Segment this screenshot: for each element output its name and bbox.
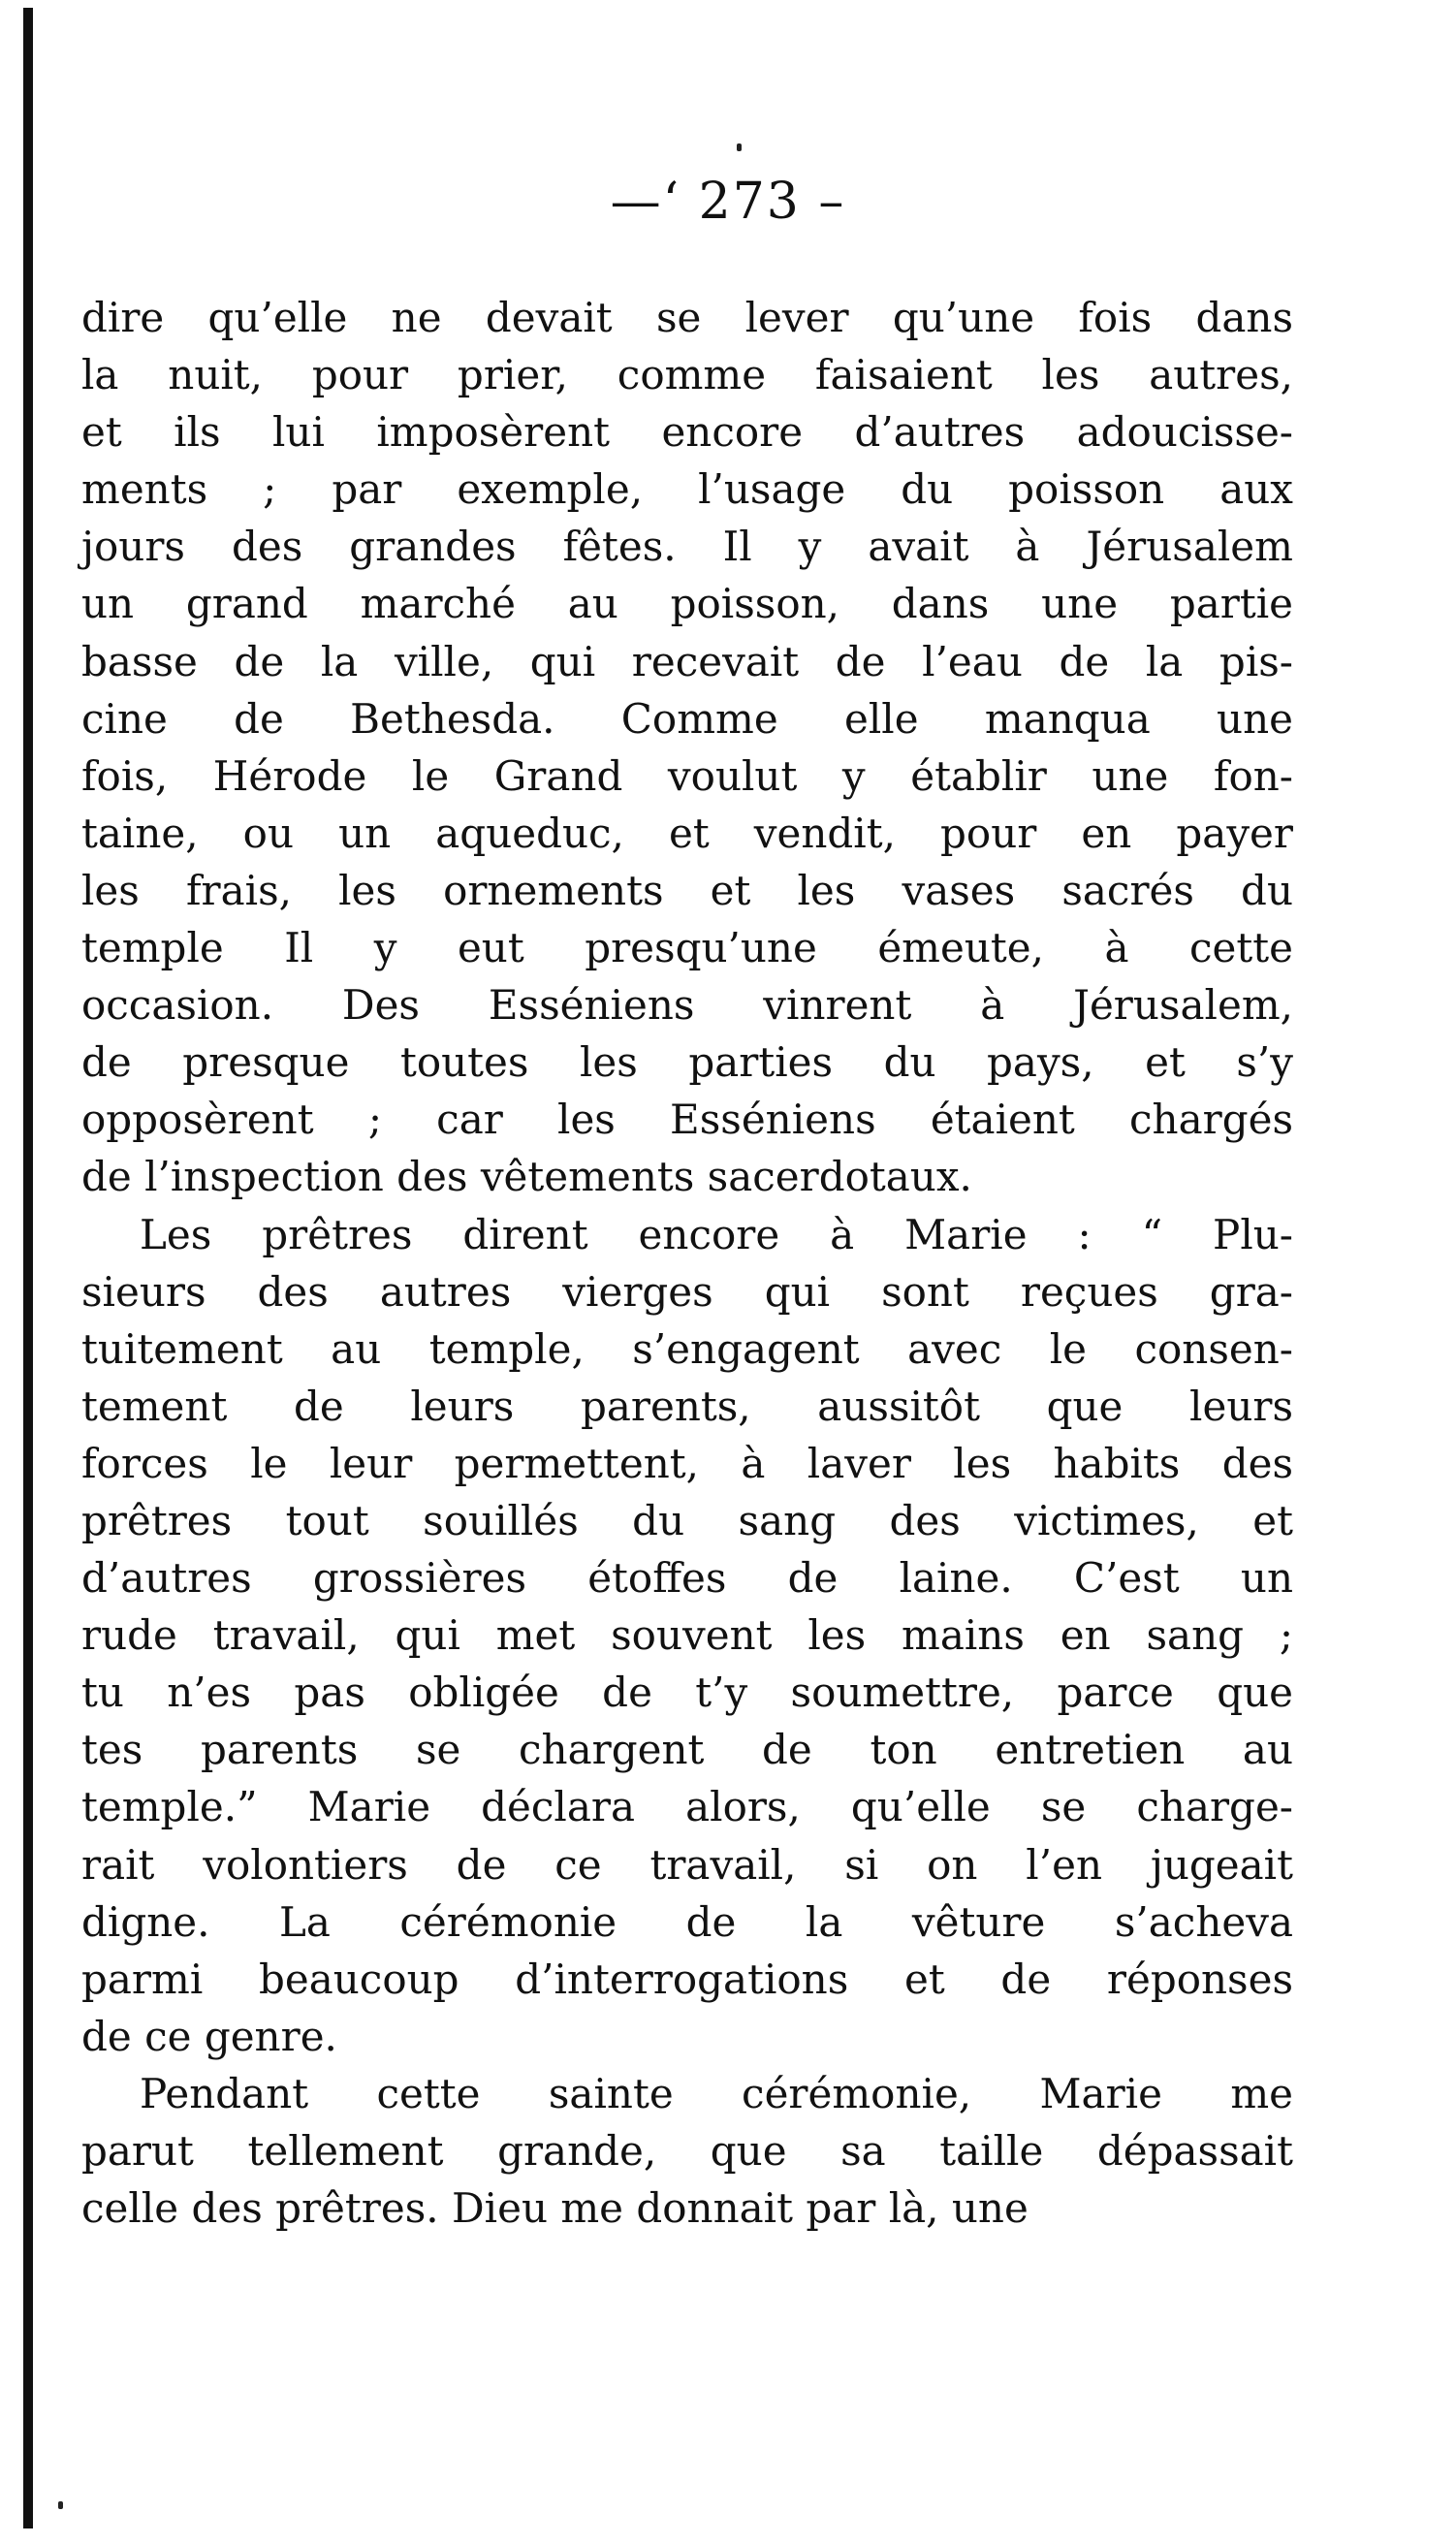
text-line: parmi beaucoup d’interrogations et de réponses bbox=[81, 1955, 1293, 2003]
text-line: de ce genre. bbox=[81, 2012, 337, 2060]
page-number: —‘ 273 – bbox=[610, 173, 846, 231]
text-line: Les prêtres dirent encore à Marie : “ Plu- bbox=[140, 1210, 1293, 1258]
text-line: tuitement au temple, s’engagent avec le consen- bbox=[81, 1324, 1293, 1373]
text-line: temple.” Marie déclara alors, qu’elle se charge- bbox=[81, 1783, 1293, 1831]
text-line: un grand marché au poisson, dans une partie bbox=[81, 580, 1293, 628]
page-body bbox=[81, 289, 1293, 2237]
print-speck-bottom bbox=[58, 2501, 63, 2509]
paragraph bbox=[81, 2065, 1293, 2237]
text-line: sieurs des autres vierges qui sont reçues gra- bbox=[81, 1267, 1293, 1316]
text-line: tes parents se chargent de ton entretien au bbox=[81, 1726, 1293, 1774]
text-line: dire qu’elle ne devait se lever qu’une fois dans bbox=[81, 294, 1293, 341]
text-line: Pendant cette sainte cérémonie, Marie me bbox=[140, 2069, 1293, 2117]
text-line: forces le leur permettent, à laver les habits des bbox=[81, 1439, 1293, 1487]
text-line: de l’inspection des vêtements sacerdotaux. bbox=[81, 1153, 972, 1201]
text-line: rait volontiers de ce travail, si on l’en jugeait bbox=[81, 1840, 1293, 1889]
text-line: digne. La cérémonie de la vêture s’acheva bbox=[81, 1897, 1293, 1946]
text-line: prêtres tout souillés du sang des victimes, et bbox=[81, 1496, 1293, 1544]
text-line: tement de leurs parents, aussitôt que leurs bbox=[81, 1382, 1293, 1430]
text-line: opposèrent ; car les Esséniens étaient chargés bbox=[81, 1096, 1293, 1144]
text-line: basse de la ville, qui recevait de l’eau de la pis- bbox=[81, 637, 1293, 685]
text-line: les frais, les ornements et les vases sacrés du bbox=[81, 866, 1293, 914]
text-line: occasion. Des Esséniens vinrent à Jérusalem, bbox=[81, 981, 1293, 1030]
text-line: ments ; par exemple, l’usage du poisson aux bbox=[81, 465, 1293, 514]
text-line: parut tellement grande, que sa taille dépassait bbox=[81, 2127, 1293, 2175]
text-line: jours des grandes fêtes. Il y avait à Jérusalem bbox=[81, 523, 1293, 571]
paragraph bbox=[81, 1206, 1293, 2065]
text-line: cine de Bethesda. Comme elle manqua une bbox=[81, 694, 1293, 743]
paragraph bbox=[81, 289, 1293, 1206]
text-line: d’autres grossières étoffes de laine. C’est un bbox=[81, 1554, 1293, 1603]
text-line: fois, Hérode le Grand voulut y établir une fon- bbox=[81, 751, 1293, 800]
text-line: rude travail, qui met souvent les mains en sang ; bbox=[81, 1611, 1293, 1660]
text-line: et ils lui imposèrent encore d’autres adoucisse- bbox=[81, 408, 1293, 457]
text-line: de presque toutes les parties du pays, et s’y bbox=[81, 1038, 1293, 1087]
text-line: temple Il y eut presqu’une émeute, à cette bbox=[81, 924, 1293, 972]
text-line: tu n’es pas obligée de t’y soumettre, parce que bbox=[81, 1669, 1293, 1717]
print-speck-top bbox=[737, 143, 742, 151]
text-line: taine, ou un aqueduc, et vendit, pour en payer bbox=[81, 809, 1293, 857]
text-line: celle des prêtres. Dieu me donnait par là, une bbox=[81, 2184, 1029, 2233]
page-edge-rule bbox=[23, 8, 33, 2528]
text-line: la nuit, pour prier, comme faisaient les autres, bbox=[81, 351, 1293, 399]
